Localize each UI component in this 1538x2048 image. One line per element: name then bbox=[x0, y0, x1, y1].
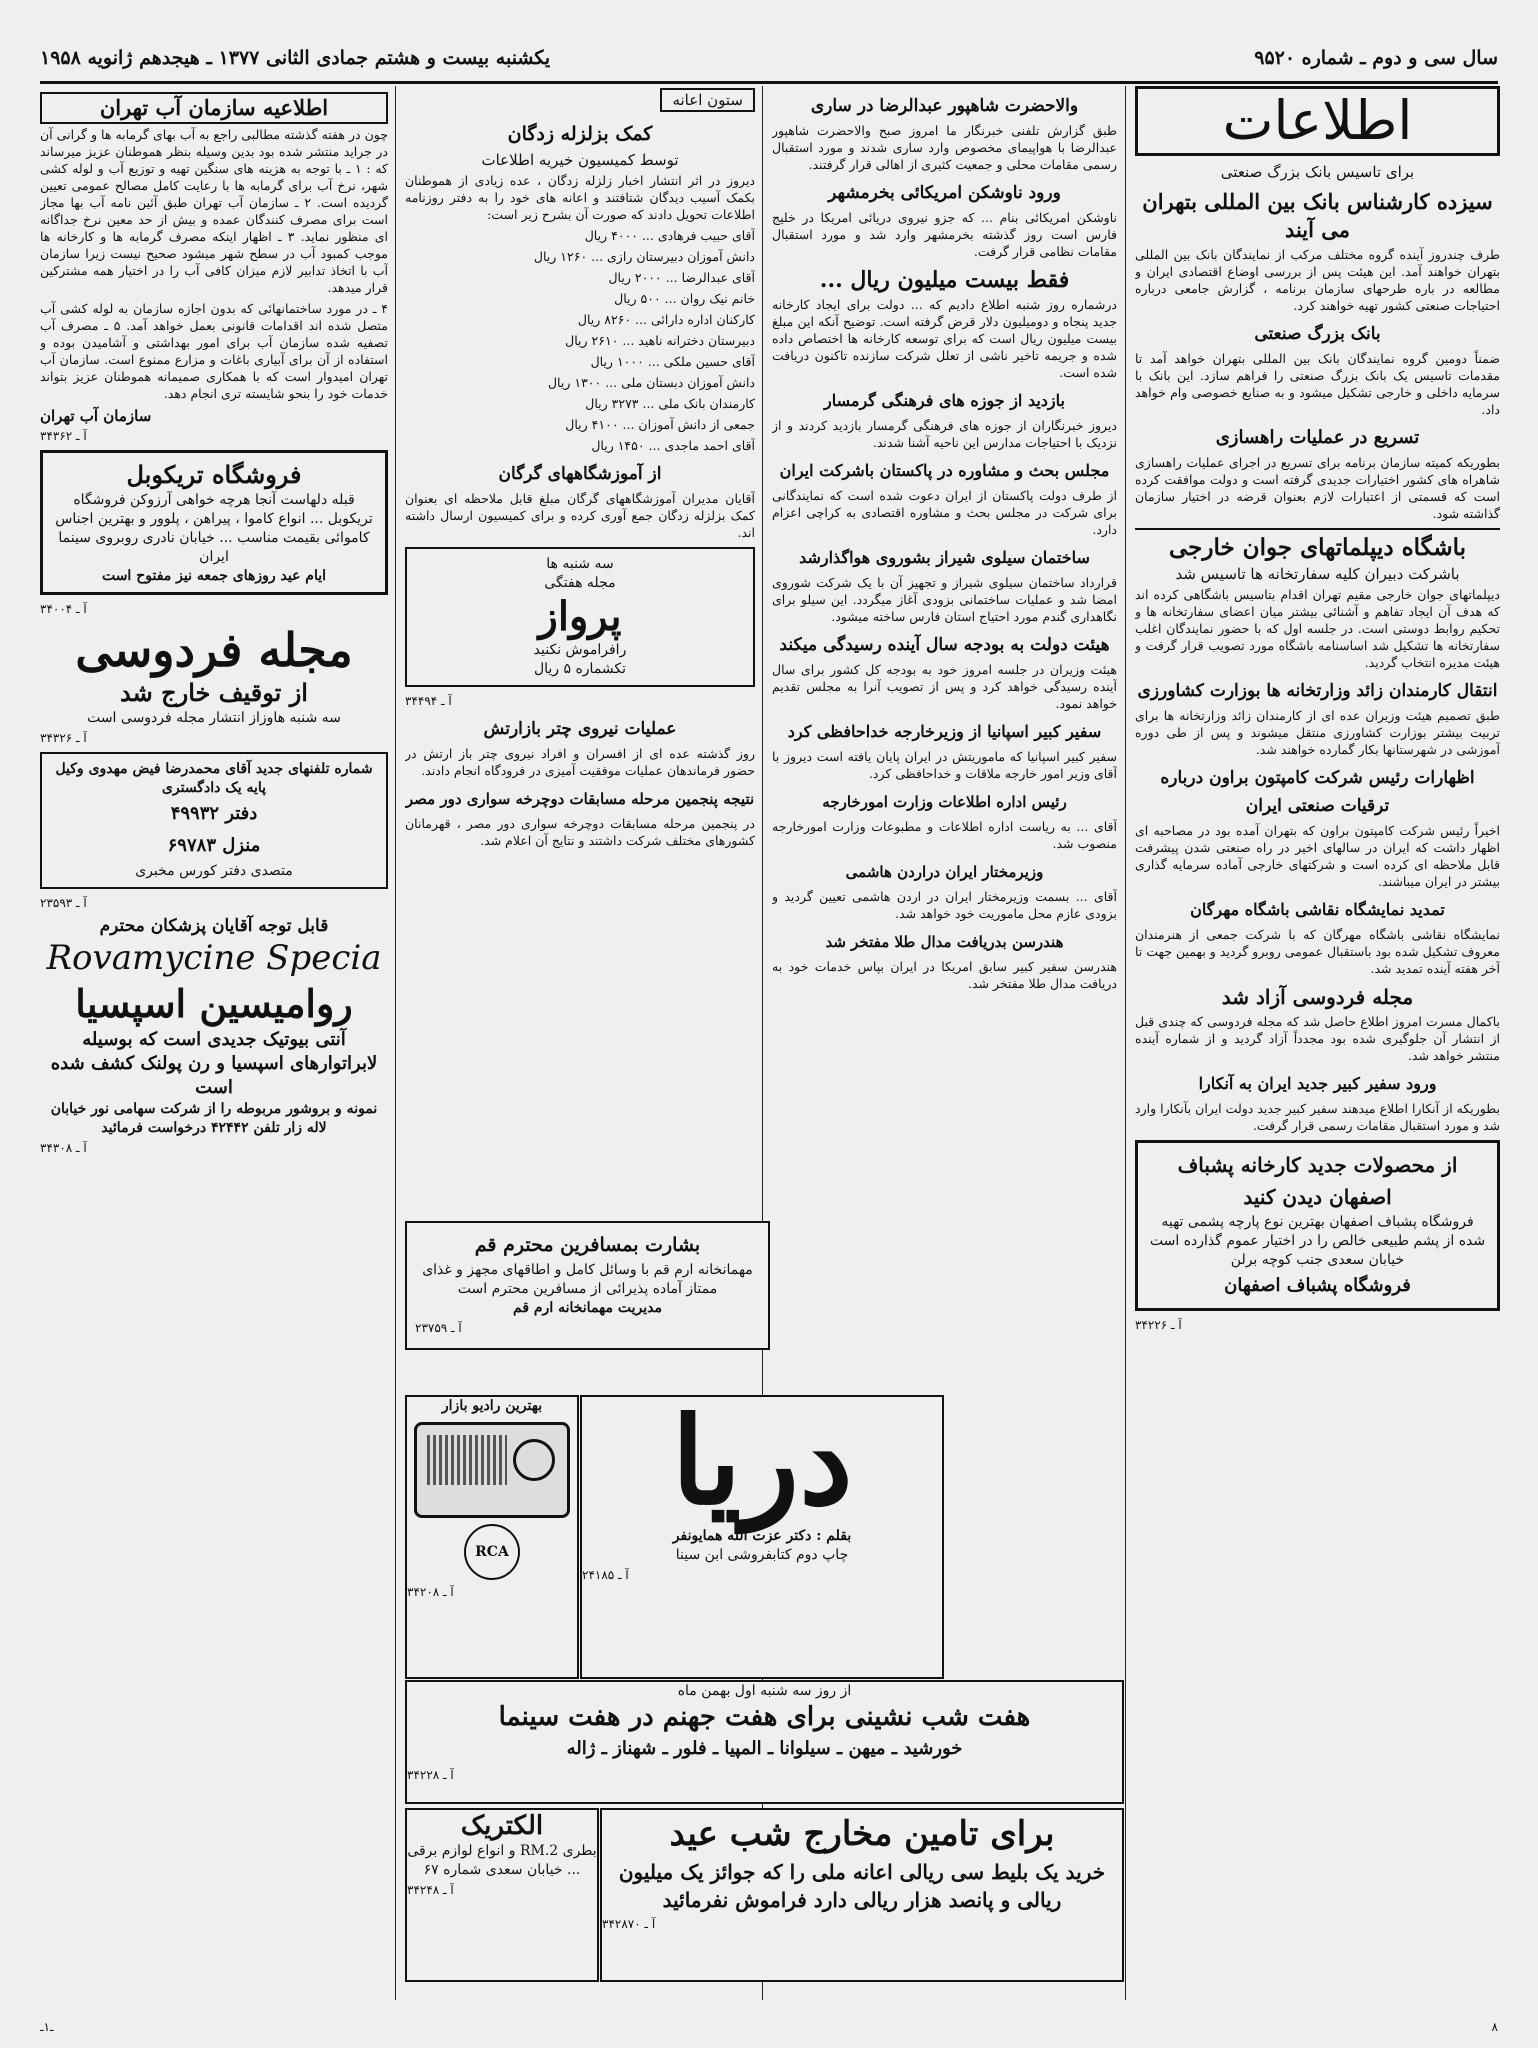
parvaz-ad-line1: سه شنبه ها bbox=[546, 556, 614, 572]
aid-list-item: آقای احمد ماجدی ... ۱۴۵۰ ریال bbox=[591, 438, 755, 453]
roads-article: بطوریکه کمیته سازمان برنامه برای تسریع در اجرای عملیات راهسازی شاهراه های کشور اختیارات جدیدی گرفته است و دولت موافقت کرده است که قسمتی از اعتبارات لازم بعنوان قرضه در اختیار سازمان گذاشته شود. bbox=[1135, 455, 1500, 521]
water-notice-signature: سازمان آب تهران bbox=[40, 407, 152, 425]
mehman-ad-ref: آ ـ ۲۳۷۵۹ bbox=[415, 1321, 462, 1335]
aid-list-item: آقای حسین ملکی ... ۱۰۰۰ ریال bbox=[590, 354, 755, 369]
cinema-ad-names: خورشید ـ میهن ـ سیلوانا ـ المپیا ـ فلور ـ شهناز ـ ژاله bbox=[566, 1738, 963, 1759]
bank-headline-kicker: برای تاسیس بانک بزرگ صنعتی bbox=[1220, 163, 1415, 181]
masthead bbox=[40, 35, 1498, 84]
parvaz-ad-price: تکشماره ۵ ریال bbox=[533, 661, 627, 677]
ambassador-headline: ورود سفیر کبیر جدید ایران به آنکارا bbox=[1198, 1074, 1437, 1093]
pharma-ad-latin: Rovamycine Specia bbox=[46, 938, 382, 978]
aid-list-item: آقای عبدالرضا ... ۲۰۰۰ ریال bbox=[608, 270, 755, 285]
race-article: در پنجمین مرحله مسابقات دوچرخه سواری دور مصر ، قهرمانان کشورهای مختلف شرکت داشتند و نتایج آن اعلام شد. bbox=[405, 816, 755, 848]
army-article: روز گذشته عده ای از افسران و افراد نیروی چتر باز ارتش در حضور فرماندهان عملیات موفقیت آمیزی در فرودگاه انجام دادند. bbox=[405, 746, 755, 778]
ferdowsi-free-headline: مجله فردوسی آزاد شد bbox=[1221, 985, 1414, 1009]
lottery-ad bbox=[600, 1808, 1124, 1982]
mehman-ad-title: بشارت بمسافرین محترم قم bbox=[474, 1234, 701, 1256]
garmsar-article: دیروز خبرنگاران از جوزه های فرهنگی گرمسار بازدید کردند و از نزدیک با احتیاجات مدارس این ناحیه آشنا شدند. bbox=[772, 418, 1117, 450]
twenty-million-article: درشماره روز شنبه اطلاع دادیم که ... دولت برای ایجاد کارخانه جدید پنجاه و دومیلیون دلار قرض گرفته است. توضیح آنکه این مبلغ بیست میلیون ریال است که برای توسعه کارخانه ها اختصاص داده شده و جریمه تاخیر ناشی از تعلل شرکت سازنده تاکنون دریافت شده است. bbox=[772, 297, 1117, 380]
aid-list-item: کارمندان بانک ملی ... ۳۲۷۳ ریال bbox=[585, 396, 755, 411]
race-headline: نتیجه پنجمین مرحله مسابقات دوچرخه سواری دور مصر bbox=[405, 790, 755, 808]
club-article: دیپلماتهای جوان خارجی مقیم تهران اقدام بتاسیس باشگاهی کرده اند که هدف آن ایجاد تفاهم و آشنائی بیشتر میان اعضای سفارتخانه ها و تحکیم روابط دوستی است. در جلسه اول که با حضور نمایندگان اغلب سفارتخانه ها تشکیل شد اساسنامه باشگاه مورد تصویب قرار گرفت و هیئت مدیره انتخاب گردید. bbox=[1135, 587, 1500, 670]
pakistan-article: از طرف دولت پاکستان از ایران دعوت شده است که نمایندگانی برای شرکت در مجلس بحث و مشاوره اقتصادی به کراچی اعزام دارد. bbox=[772, 488, 1117, 537]
mehman-ad-sign: مدیریت مهمانخانه ارم قم bbox=[513, 1300, 662, 1316]
column-rule bbox=[395, 86, 396, 2000]
budget-headline: هیئت دولت به بودجه سال آینده رسیدگی میکند bbox=[779, 635, 1110, 655]
lottery-ad-body: خرید یک بلیط سی ریالی اعانه ملی را که جوائز یک میلیون ریالی و پانصد هزار ریالی دارد فراموش نفرمائید bbox=[618, 1860, 1106, 1912]
pashbaf-ad-title: از محصولات جدید کارخانه پشباف اصفهان دیدن کنید bbox=[1177, 1153, 1458, 1209]
roads-headline: تسریع در عملیات راهسازی bbox=[1215, 427, 1420, 448]
water-notice-ref: آ ـ ۳۴۳۶۲ bbox=[40, 429, 87, 443]
twenty-million-headline: فقط بیست میلیون ریال ... bbox=[819, 267, 1070, 293]
spain-article: سفیر کبیر اسپانیا که ماموریتش در ایران پایان یافته است دیروز با آقای وزیر امور خارجه ملاقات و خداحافظی کرد. bbox=[772, 749, 1117, 781]
aid-list-item: کارکنان اداره دارائی ... ۸۲۶۰ ریال bbox=[577, 312, 755, 327]
brown-article: اخیراً رئیس شرکت کامپتون براون که بتهران آمده بود در مصاحبه ای اظهار داشت که ایران در سالهای اخیر در راه صنعتی شدن پیشرفت قابل ملاحظه ای کرده است و شرکتهای خارجی آماده سرمایه گذاری بیشتر در ایران میباشند. bbox=[1135, 823, 1500, 889]
prince-article: طبق گزارش تلفنی خبرنگار ما امروز صبح والاحضرت شاهپور عبدالرضا با هواپیمای مخصوص وارد ساری شدند و مورد استقبال رسمی مقامات محلی و جمعیت کثیری از اهالی قرار گرفتند. bbox=[772, 123, 1117, 172]
destroyer-headline: ورود ناوشکن امریکائی بخرمشهر bbox=[828, 183, 1061, 203]
darya-ref: آ ـ ۲۴۱۸۵ bbox=[582, 1568, 629, 1582]
garmsar-headline: بازدید از جوزه های فرهنگی گرمسار bbox=[824, 391, 1065, 410]
parvaz-ad-ref: آ ـ ۳۴۴۹۴ bbox=[405, 694, 452, 708]
electric-ad bbox=[405, 1808, 599, 1982]
agri-headline: انتقال کارمندان زائد وزارتخانه ها بوزارت کشاورزی bbox=[1137, 681, 1498, 701]
army-headline: عملیات نیروی چتر بازارتش bbox=[483, 719, 677, 739]
tricobel-ad-title: فروشگاه تریکوبل bbox=[126, 460, 302, 489]
darya-book-ad bbox=[580, 1391, 944, 1679]
ferdowsi-ad-ref: آ ـ ۳۴۳۲۶ bbox=[40, 731, 87, 745]
ferdowsi-ad-sub: از توقیف خارج شد bbox=[120, 678, 308, 707]
aid-headline: کمک بزلزله زدگان bbox=[507, 123, 653, 145]
aid-column-header: ستون اعانه bbox=[660, 88, 755, 112]
lawyer-ad-home: منزل ۶۹۷۸۳ bbox=[167, 835, 261, 856]
parvaz-ad-line2: مجله هفتگی bbox=[544, 575, 616, 591]
foreign-ministry-headline: رئیس اداره اطلاعات وزارت امورخارجه bbox=[822, 793, 1067, 811]
medal-headline: هندرسن بدریافت مدال طلا مفتخر شد bbox=[825, 933, 1064, 951]
agri-article: طبق تصمیم هیئت وزیران عده ای از کارمندان زائد وزارتخانه ها برای تربیت بیشتر بوزارت کشاورزی منتقل میشوند و پس از طی دوره آموزشی در شهرستانها بکار گمارده خواهند شد. bbox=[1135, 708, 1500, 757]
lawyer-ad bbox=[40, 752, 388, 889]
ferdowsi-ad-small: سه شنبه هاوزاز انتشار مجله فردوسی است bbox=[87, 710, 341, 726]
pharma-ad-note: نمونه و بروشور مربوطه را از شرکت سهامی نور خیابان لاله زار تلفن ۴۲۴۴۲ درخواست فرمائید bbox=[50, 1101, 378, 1136]
newspaper-logo: اطلاعات bbox=[1135, 86, 1500, 156]
issue-line: سال سی و دوم ـ شماره ۹۵۲۰ bbox=[1254, 47, 1498, 69]
electric-ad-title: الکتریک bbox=[460, 1811, 544, 1841]
budget-article: هیئت وزیران در جلسه امروز خود به بودجه کل کشور برای سال آینده رسیدگی خواهد کرد و پس از تصویب آنرا به مجلس تقدیم خواهد نمود. bbox=[772, 662, 1117, 711]
radio-ad-ref: آ ـ ۳۴۲۰۸ bbox=[407, 1585, 454, 1599]
aid-list-item: دانش آموزان دبیرستان رازی ... ۱۲۶۰ ریال bbox=[533, 249, 755, 264]
lottery-ad-ref: آ ـ ۳۴۲۸۷۰ bbox=[602, 1917, 656, 1931]
aid-list-item: جمعی از دانش آموزان ... ۴۱۰۰ ریال bbox=[565, 417, 755, 432]
cinema-ad-ref: آ ـ ۳۴۲۲۸ bbox=[407, 1768, 454, 1782]
mehman-ad-body: مهمانخانه ارم قم با وسائل کامل و اطاقهای مجهز و غذای ممتاز آماده پذیرائی از مسافرین محترم است bbox=[422, 1262, 753, 1297]
ferdowsi-free-article: باکمال مسرت امروز اطلاع حاصل شد که مجله فردوسی که چندی قبل از انتشار آن جلوگیری شده بود مجدداً آزاد گردید و از شماره آینده منتشر خواهد شد. bbox=[1135, 1014, 1500, 1063]
lawyer-ad-note: متصدی دفتر کورس مخبری bbox=[135, 863, 293, 879]
medal-article: هندرسن سفیر کبیر سابق امریکا در ایران بپاس خدمات خود به دریافت مدال طلا مفتخر شد. bbox=[772, 959, 1117, 991]
ferdowsi-ad-title: مجله فردوسی bbox=[75, 623, 353, 677]
radio-ad-head: بهترین رادیو بازار bbox=[441, 1398, 543, 1414]
pharma-ad-ref: آ ـ ۳۴۳۰۸ bbox=[40, 1141, 87, 1155]
cinema-ad-top: از روز سه شنبه اول بهمن ماه bbox=[677, 1683, 852, 1699]
parvaz-ad bbox=[405, 547, 755, 687]
aid-list-item: دبیرستان دخترانه ناهید ... ۲۶۱۰ ریال bbox=[565, 333, 755, 348]
footer-mark: ـ۱ـ bbox=[40, 2020, 54, 2034]
water-notice-body: چون در هفته گذشته مطالبی راجع به آب بهای گرمابه ها و گرانی آن در جراید منتشر شده بود بدین وسیله بنظر هموطنان عزیز میرساند که : ۱ ـ با توجه به هزینه های سنگین تهیه و توزیع آب و لوله کشی شهر، نرخ آب برای گرمابه ها با رعایت کامل مصالح عمومی تعیین گردیده است. ۲ ـ سازمان آب تهران طبق آئین نامه آب بها مجاز است برای مصرف کنندگان عمده و بیش از حد معین نرخ جداگانه ای منظور نماید. ۳ ـ اظهار اینکه مصرف گرمابه ها و کارخانه ها موجب کمبود آب در سطح شهر میشود صحیح نیست زیرا سازمان آب با اتخاذ تدابیر لازم میزان کافی آب را در اختیار همه مشترکین قرار میدهد. bbox=[40, 127, 388, 295]
cinema-ad bbox=[405, 1680, 1124, 1804]
pharma-ad-body: آنتی بیوتیک جدیدی است که بوسیله لابراتوارهای اسپسیا و رن پولنک کشف شده است bbox=[50, 1029, 378, 1098]
water-notice-headline: اطلاعیه سازمان آب تهران bbox=[40, 92, 388, 124]
parvaz-ad-line4: رافراموش نکنید bbox=[533, 642, 627, 658]
bank-headline: سیزده کارشناس بانک بین المللی بتهران می آیند bbox=[1142, 189, 1493, 242]
aid-list-item: آقای حبیب فرهادی ... ۴۰۰۰ ریال bbox=[584, 228, 755, 243]
mehman-ad bbox=[405, 1221, 770, 1350]
pashbaf-ad bbox=[1135, 1140, 1500, 1311]
lawyer-ad-ref: آ ـ ۲۳۵۹۳ bbox=[40, 896, 87, 910]
column-rule bbox=[1125, 86, 1126, 2000]
aid-list-item: خانم نیک روان ... ۵۰۰ ریال bbox=[614, 291, 755, 306]
prince-headline: والاحضرت شاهپور عبدالرضا در ساری bbox=[810, 96, 1079, 116]
electric-ad-ref: آ ـ ۳۴۲۴۸ bbox=[407, 1883, 454, 1897]
lottery-ad-title: برای تامین مخارج شب عید bbox=[669, 1814, 1055, 1854]
radio-icon bbox=[414, 1422, 570, 1518]
spain-headline: سفیر کبیر اسپانیا از وزیرخارجه خداحافظی کرد bbox=[787, 722, 1102, 741]
tricobel-ad bbox=[40, 450, 388, 595]
aid-intro: دیروز در اثر انتشار اخبار زلزله زدگان ، عده زیادی از هموطنان بکمک آسیب دیدگان شتافتند و اعانه های خود را به دفتر روزنامه اطلاعات تحویل دادند که صورت آن بشرح زیر است: bbox=[405, 173, 755, 222]
silo-article: قرارداد ساختمان سیلوی شیراز و تجهیز آن با یک شرکت شوروی امضا شد و عملیات ساختمانی بزودی آغاز میگردد. این سیلو برای نگاهداری گندم مورد احتیاج استان فارس ساخته میشود. bbox=[772, 575, 1117, 624]
cinema-ad-title: هفت شب نشینی برای هفت جهنم در هفت سینما bbox=[498, 1702, 1031, 1732]
destroyer-article: ناوشکن امریکائی بنام ... که جزو نیروی دریائی امریکا در خلیج فارس است روز گذشته بخرمشهر وارد شد و مورد استقبال مقامات نظامی قرار گرفت. bbox=[772, 210, 1117, 259]
column-1 bbox=[1135, 86, 1500, 2000]
pharma-ad-header: قابل توجه آقایان پزشکان محترم bbox=[99, 916, 329, 936]
aid-subhead: توسط کمیسیون خیریه اطلاعات bbox=[481, 151, 679, 169]
water-notice-body2: ۴ ـ در مورد ساختمانهائی که بدون اجازه سازمان به لوله کشی آب متصل شده اند اقدامات قانونی بعمل خواهد آمد. ۵ ـ مصرف آب تصفیه شده سازمان آب برای امور بهداشتی و آشامیدن بوده و استفاده از آن برای آبیاری باغات و مزارع ممنوع است. سازمان آب تهران امیدوار است که با همکاری صمیمانه هموطنان عزیز بتواند خدمات خود را بنحو شایسته تری انجام دهد. bbox=[40, 301, 388, 401]
pharma-ad-title: روامیسین اسپسیا bbox=[75, 981, 353, 1026]
jordan-headline: وزیرمختار ایران دراردن هاشمی bbox=[845, 863, 1044, 881]
mehregan-headline: تمدید نمایشگاه نقاشی باشگاه مهرگان bbox=[1190, 900, 1445, 919]
bank2-headline: بانک بزرگ صنعتی bbox=[1254, 324, 1381, 344]
lawyer-ad-office: دفتر ۴۹۹۳۲ bbox=[170, 803, 258, 824]
electric-ad-body: بطری RM.2 و انواع لوازم برقی ... خیابان سعدی شماره ۶۷ bbox=[407, 1843, 597, 1878]
gorgan-headline: از آموزشگاههای گرگان bbox=[498, 464, 662, 484]
pakistan-headline: مجلس بحث و مشاوره در پاکستان باشرکت ایران bbox=[779, 461, 1110, 480]
bank2-article: ضمناً دومین گروه نمایندگان بانک بین المللی بتهران خواهد آمد تا مقدمات تاسیس یک بانک بزرگ صنعتی را فراهم سازد. این بانک با سرمایه داخلی و خارجی تشکیل میشود و به صنایع خصوصی وام خواهد داد. bbox=[1135, 351, 1500, 417]
lawyer-ad-title: شماره تلفنهای جدید آقای محمدرضا فیض مهدوی وکیل پایه یک دادگستری bbox=[55, 761, 373, 796]
tricobel-ad-body: قبله دلهاست آنجا هرچه خواهی آرزوکن فروشگاه تریکوبل ... انواع کاموا ، پیراهن ، پلوور و بهترین اجناس کاموائی بقیمت مناسب ... خیابان نادری روبروی سینما ایران bbox=[55, 492, 373, 565]
bank-article: طرف چندروز آینده گروه مختلف مرکب از نمایندگان بانک بین المللی بتهران خواهند آمد. این هیئت پس از بررسی اوضاع اقتصادی ایران و مطالعه در باره طرحهای سازمان برنامه ، گزارش جامعی درباره احتیاجات صنعتی کشور تهیه خواهند کرد. bbox=[1135, 247, 1500, 313]
brown-headline: اظهارات رئیس شرکت کامپتون براون درباره ترقیات صنعتی ایران bbox=[1160, 768, 1475, 816]
jordan-article: آقای ... بسمت وزیرمختار ایران در اردن هاشمی تعیین گردید و بزودی عازم محل ماموریت خود خواهد شد. bbox=[772, 889, 1117, 921]
page-number: ۸ bbox=[1491, 2020, 1498, 2034]
ambassador-article: بطوریکه از آنکارا اطلاع میدهند سفیر کبیر جدید دولت ایران بآنکارا وارد شد و مورد استقبال مقامات رسمی قرار گرفت. bbox=[1135, 1101, 1500, 1133]
pashbaf-ad-ref: آ ـ ۳۴۲۲۶ bbox=[1135, 1318, 1182, 1332]
tricobel-ad-ref: آ ـ ۳۴۰۰۴ bbox=[40, 602, 87, 616]
foreign-ministry-article: آقای ... به ریاست اداره اطلاعات و مطبوعات وزارت امورخارجه منصوب شد. bbox=[772, 819, 1117, 851]
club-headline: باشگاه دیپلماتهای جوان خارجی bbox=[1135, 528, 1500, 562]
rca-logo-icon: RCA bbox=[464, 1524, 520, 1580]
pashbaf-ad-brand: فروشگاه پشباف اصفهان bbox=[1224, 1275, 1411, 1296]
club-subhead: باشرکت دبیران کلیه سفارتخانه ها تاسیس شد bbox=[1175, 565, 1460, 583]
radio-ad bbox=[405, 1395, 579, 1679]
pashbaf-ad-body: فروشگاه پشباف اصفهان بهترین نوع پارچه پشمی تهیه شده از پشم طبیعی خالص را در اختیار عموم گذارده است خیابان سعدی جنب کوچه برلن bbox=[1149, 1214, 1486, 1268]
parvaz-ad-title: پرواز bbox=[538, 593, 622, 640]
darya-title: دریا bbox=[671, 1391, 853, 1532]
mehregan-article: نمایشگاه نقاشی باشگاه مهرگان که با شرکت جمعی از هنرمندان معروف تشکیل شده بود باستقبال عمومی روبرو گردید و بهمین جهت تا آخر هفته آینده تمدید شد. bbox=[1135, 927, 1500, 976]
date-line: یکشنبه بیست و هشتم جمادی الثانی ۱۳۷۷ ـ هیجدهم ژانویه ۱۹۵۸ bbox=[40, 47, 551, 69]
silo-headline: ساختمان سیلوی شیراز بشوروی هواگذارشد bbox=[799, 548, 1090, 567]
column-4 bbox=[40, 86, 388, 2000]
darya-note: چاپ دوم کتابفروشی ابن سینا bbox=[675, 1547, 849, 1563]
aid-list-item: دانش آموزان دبستان ملی ... ۱۳۰۰ ریال bbox=[547, 375, 755, 390]
gorgan-article: آقایان مدیران آموزشگاههای گرگان مبلغ قابل ملاحظه ای بعنوان کمک بزلزله زدگان جمع آوری کرده و برای کمیسیون ارسال داشته اند. bbox=[405, 491, 755, 540]
tricobel-ad-note: ایام عید روزهای جمعه نیز مفتوح است bbox=[101, 568, 327, 584]
darya-author: بقلم : دکتر عزت الله همایونفر bbox=[672, 1528, 852, 1544]
page-footer bbox=[40, 2020, 1498, 2034]
